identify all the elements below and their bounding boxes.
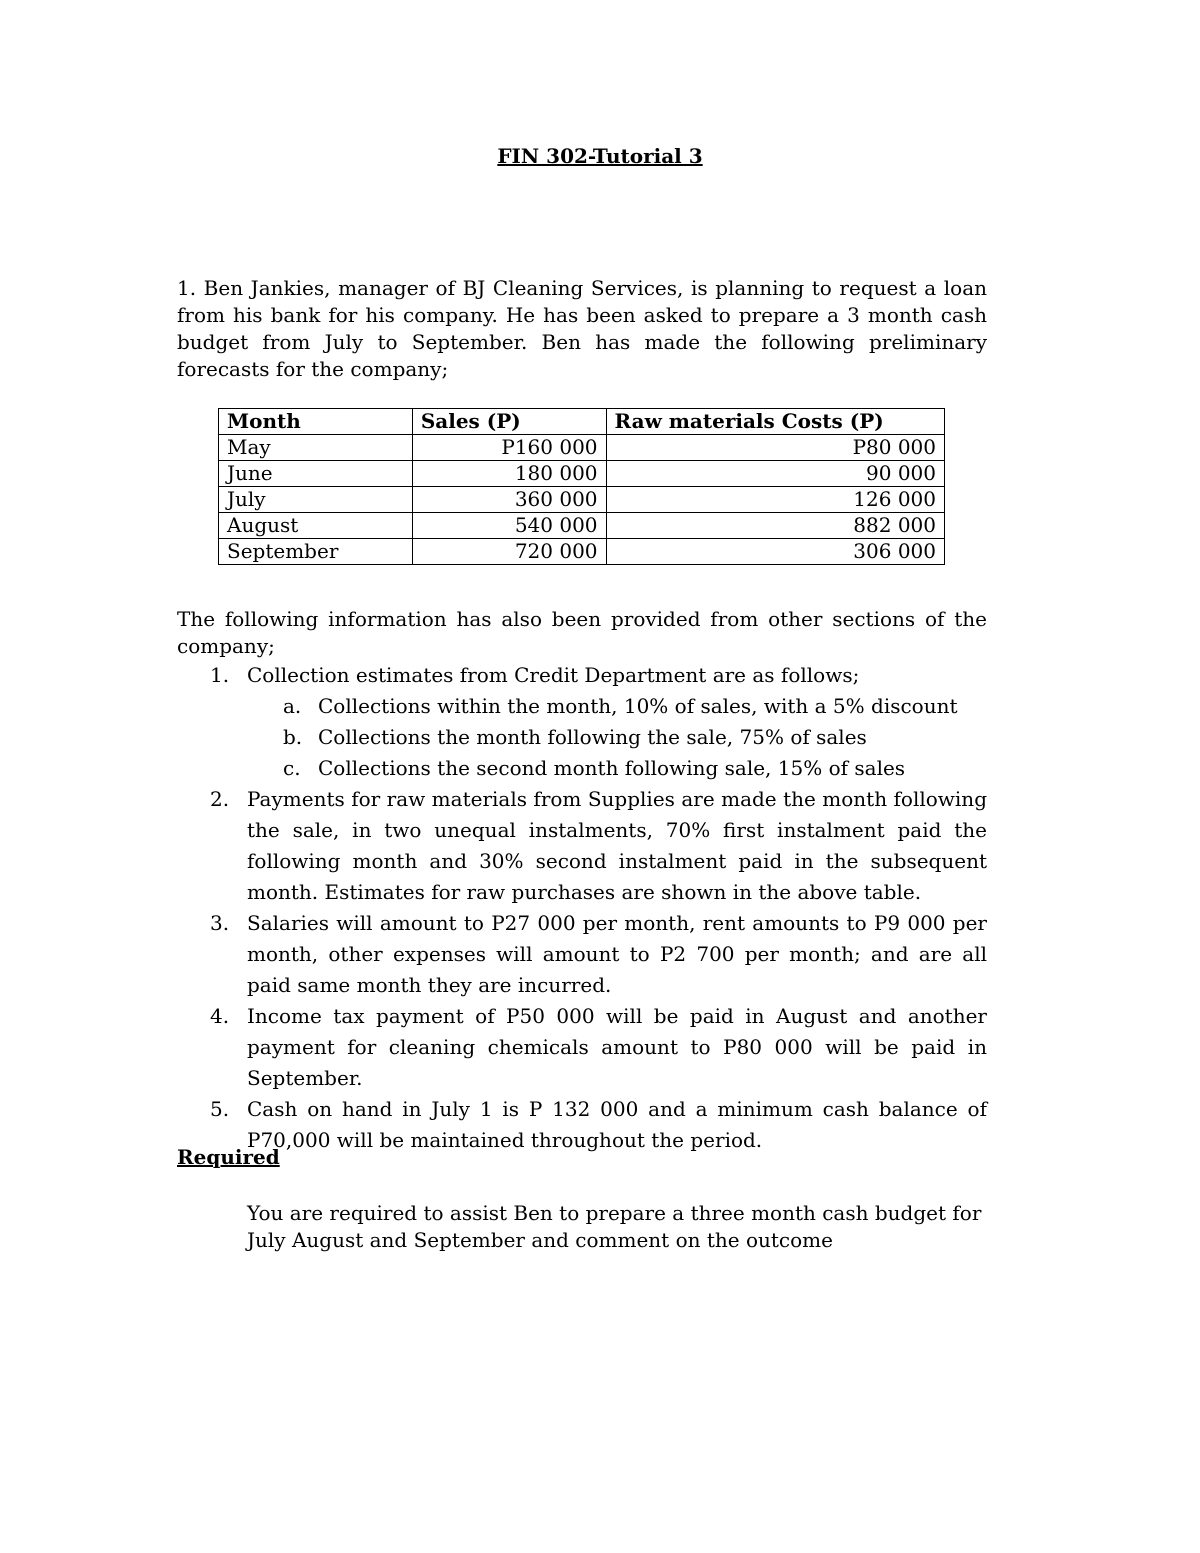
list-item bbox=[177, 1094, 987, 1156]
info-list bbox=[177, 660, 987, 1156]
list-item bbox=[177, 784, 987, 908]
sub-list-marker: a. bbox=[283, 694, 302, 718]
table-header-row bbox=[219, 409, 945, 435]
list-item-text: Payments for raw materials from Supplies are made the month following the sale, in two unequal instalments, 70% first instalment paid the following month and 30% second instalment paid in the subsequent month. Estimates for raw purchases are shown in the above table. bbox=[247, 787, 987, 904]
header-raw-materials: Raw materials Costs (P) bbox=[606, 409, 944, 435]
cell-sales: 360 000 bbox=[412, 487, 606, 513]
header-month: Month bbox=[219, 409, 413, 435]
sub-list-marker: c. bbox=[283, 756, 301, 780]
cell-sales: P160 000 bbox=[412, 435, 606, 461]
list-item-text: Salaries will amount to P27 000 per month, rent amounts to P9 000 per month, other expenses will amount to P2 700 per month; and are all paid same month they are incurred. bbox=[247, 911, 987, 997]
cell-raw-cost: P80 000 bbox=[606, 435, 944, 461]
list-marker: 3. bbox=[210, 911, 230, 935]
sub-list-item bbox=[247, 722, 987, 753]
sub-list-item-text: Collections the month following the sale, 75% of sales bbox=[318, 725, 867, 749]
list-item-text: Cash on hand in July 1 is P 132 000 and a minimum cash balance of P70,000 will be maintained throughout the period. bbox=[247, 1097, 987, 1152]
cell-month: May bbox=[219, 435, 413, 461]
sub-list-item bbox=[247, 753, 987, 784]
list-item bbox=[177, 660, 987, 784]
info-intro: The following information has also been provided from other sections of the company; bbox=[177, 607, 987, 658]
list-marker: 2. bbox=[210, 787, 230, 811]
cell-raw-cost: 306 000 bbox=[606, 539, 944, 565]
list-marker: 1. bbox=[210, 663, 230, 687]
list-item bbox=[177, 1001, 987, 1094]
cell-month: June bbox=[219, 461, 413, 487]
table-row bbox=[219, 487, 945, 513]
required-heading: Required bbox=[177, 1145, 280, 1169]
table-row bbox=[219, 435, 945, 461]
cell-sales: 720 000 bbox=[412, 539, 606, 565]
table-row bbox=[219, 539, 945, 565]
question-intro: 1. Ben Jankies, manager of BJ Cleaning Services, is planning to request a loan from his bank for his company. He has been asked to prepare a 3 month cash budget from July to September. Ben has made the following preliminary forecasts for the company; bbox=[177, 276, 987, 381]
cell-raw-cost: 90 000 bbox=[606, 461, 944, 487]
document-title: FIN 302-Tutorial 3 bbox=[497, 144, 703, 168]
table-row bbox=[219, 513, 945, 539]
forecast-table bbox=[218, 408, 945, 565]
table-row bbox=[219, 461, 945, 487]
cell-month: July bbox=[219, 487, 413, 513]
list-marker: 4. bbox=[210, 1004, 230, 1028]
cell-raw-cost: 882 000 bbox=[606, 513, 944, 539]
sub-list bbox=[247, 691, 987, 784]
cell-sales: 180 000 bbox=[412, 461, 606, 487]
header-sales: Sales (P) bbox=[412, 409, 606, 435]
sub-list-item bbox=[247, 691, 987, 722]
cell-sales: 540 000 bbox=[412, 513, 606, 539]
cell-month: September bbox=[219, 539, 413, 565]
list-marker: 5. bbox=[210, 1097, 230, 1121]
list-item bbox=[177, 908, 987, 1001]
list-item-text: Income tax payment of P50 000 will be paid in August and another payment for cleaning chemicals amount to P80 000 will be paid in September. bbox=[247, 1004, 987, 1090]
sub-list-item-text: Collections within the month, 10% of sales, with a 5% discount bbox=[318, 694, 958, 718]
list-item-text: Collection estimates from Credit Department are as follows; bbox=[247, 663, 860, 687]
sub-list-item-text: Collections the second month following sale, 15% of sales bbox=[318, 756, 906, 780]
sub-list-marker: b. bbox=[283, 725, 303, 749]
cell-month: August bbox=[219, 513, 413, 539]
required-text: You are required to assist Ben to prepare a three month cash budget for July August and September and comment on the outcome bbox=[247, 1201, 982, 1252]
cell-raw-cost: 126 000 bbox=[606, 487, 944, 513]
